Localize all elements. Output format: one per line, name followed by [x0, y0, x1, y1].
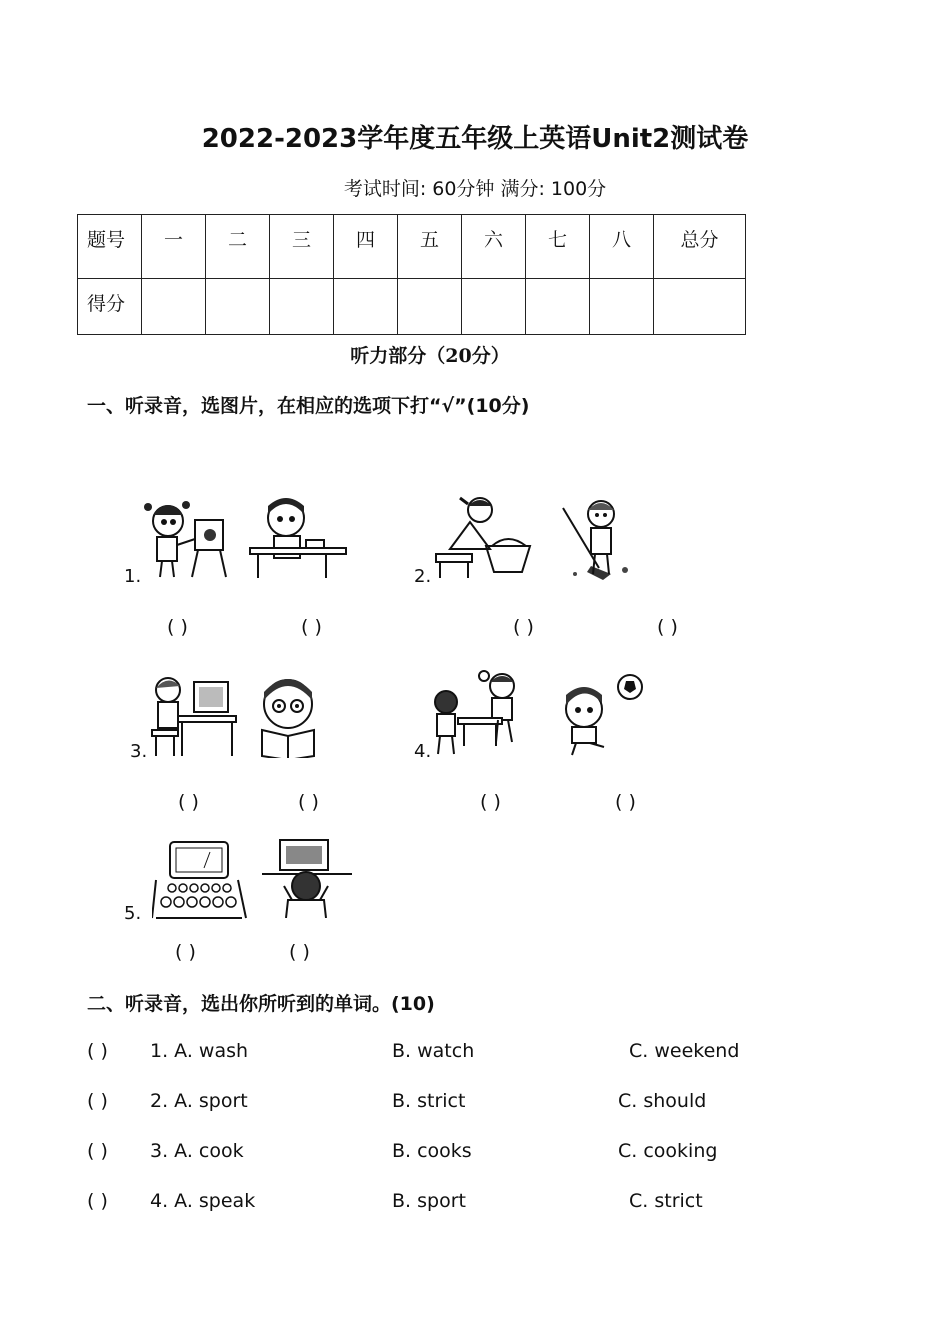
answer-paren[interactable]: ( ) — [480, 791, 501, 813]
item-number: 2. — [414, 566, 432, 587]
score-table-header-row — [78, 215, 746, 279]
answer-paren[interactable]: ( ) — [87, 1090, 108, 1112]
girl-painting-picture[interactable] — [140, 495, 232, 580]
answer-paren[interactable]: ( ) — [657, 616, 678, 638]
score-table-cell: 题号 — [78, 215, 142, 279]
score-input-cell[interactable] — [462, 279, 526, 335]
option-c: C. cooking — [618, 1140, 718, 1162]
score-table-score-row — [78, 279, 746, 335]
score-table-cell: 六 — [462, 215, 526, 279]
option-a: 3. A. cook — [150, 1140, 244, 1162]
score-table — [77, 214, 746, 335]
score-table-cell: 总分 — [654, 215, 746, 279]
boy-at-computer-picture[interactable] — [148, 672, 240, 758]
item-number: 5. — [124, 903, 142, 924]
score-table-cell: 得分 — [78, 279, 142, 335]
answer-paren[interactable]: ( ) — [175, 941, 196, 963]
people-watching-tv-picture[interactable] — [152, 840, 248, 920]
answer-paren[interactable]: ( ) — [87, 1140, 108, 1162]
score-input-cell[interactable] — [590, 279, 654, 335]
score-input-cell[interactable] — [654, 279, 746, 335]
section1-heading: 一、听录音，选图片，在相应的选项下打“√”(10分) — [87, 395, 530, 417]
option-b: B. watch — [392, 1040, 475, 1062]
girl-sweeping-picture[interactable] — [555, 494, 635, 580]
option-b: B. sport — [392, 1190, 466, 1212]
score-table-cell: 三 — [270, 215, 334, 279]
item-number: 1. — [124, 566, 142, 587]
score-input-cell[interactable] — [526, 279, 590, 335]
boy-at-desk-picture[interactable] — [248, 492, 348, 580]
boy-playing-football-picture[interactable] — [556, 673, 648, 757]
answer-paren[interactable]: ( ) — [513, 616, 534, 638]
score-input-cell[interactable] — [398, 279, 462, 335]
option-b: B. cooks — [392, 1140, 472, 1162]
answer-paren[interactable]: ( ) — [87, 1190, 108, 1212]
score-input-cell[interactable] — [206, 279, 270, 335]
answer-paren[interactable]: ( ) — [289, 941, 310, 963]
item-number: 3. — [130, 741, 148, 762]
option-a: 2. A. sport — [150, 1090, 248, 1112]
score-table-cell: 四 — [334, 215, 398, 279]
score-input-cell[interactable] — [142, 279, 206, 335]
boy-watching-screen-picture[interactable] — [262, 838, 352, 918]
listening-header: 听力部分（20分） — [350, 345, 510, 367]
answer-paren[interactable]: ( ) — [167, 616, 188, 638]
option-b: B. strict — [392, 1090, 466, 1112]
exam-info: 考试时间: 60分钟 满分: 100分 — [343, 178, 607, 200]
answer-paren[interactable]: ( ) — [298, 791, 319, 813]
option-c: C. strict — [629, 1190, 703, 1212]
option-a: 4. A. speak — [150, 1190, 256, 1212]
option-c: C. weekend — [629, 1040, 740, 1062]
item-number: 4. — [414, 741, 432, 762]
option-a: 1. A. wash — [150, 1040, 249, 1062]
option-c: C. should — [618, 1090, 707, 1112]
score-table-cell: 五 — [398, 215, 462, 279]
score-input-cell[interactable] — [334, 279, 398, 335]
score-input-cell[interactable] — [270, 279, 334, 335]
page-title: 2022-2023学年度五年级上英语Unit2测试卷 — [201, 124, 749, 154]
answer-paren[interactable]: ( ) — [615, 791, 636, 813]
score-table-cell: 二 — [206, 215, 270, 279]
answer-paren[interactable]: ( ) — [301, 616, 322, 638]
kids-ping-pong-picture[interactable] — [432, 666, 524, 758]
section2-heading: 二、听录音，选出你所听到的单词。(10) — [87, 993, 435, 1015]
answer-paren[interactable]: ( ) — [178, 791, 199, 813]
score-table-cell: 八 — [590, 215, 654, 279]
girl-washing-clothes-picture[interactable] — [430, 494, 535, 582]
score-table-cell: 一 — [142, 215, 206, 279]
score-table-cell: 七 — [526, 215, 590, 279]
boy-reading-book-picture[interactable] — [248, 674, 328, 758]
answer-paren[interactable]: ( ) — [87, 1040, 108, 1062]
